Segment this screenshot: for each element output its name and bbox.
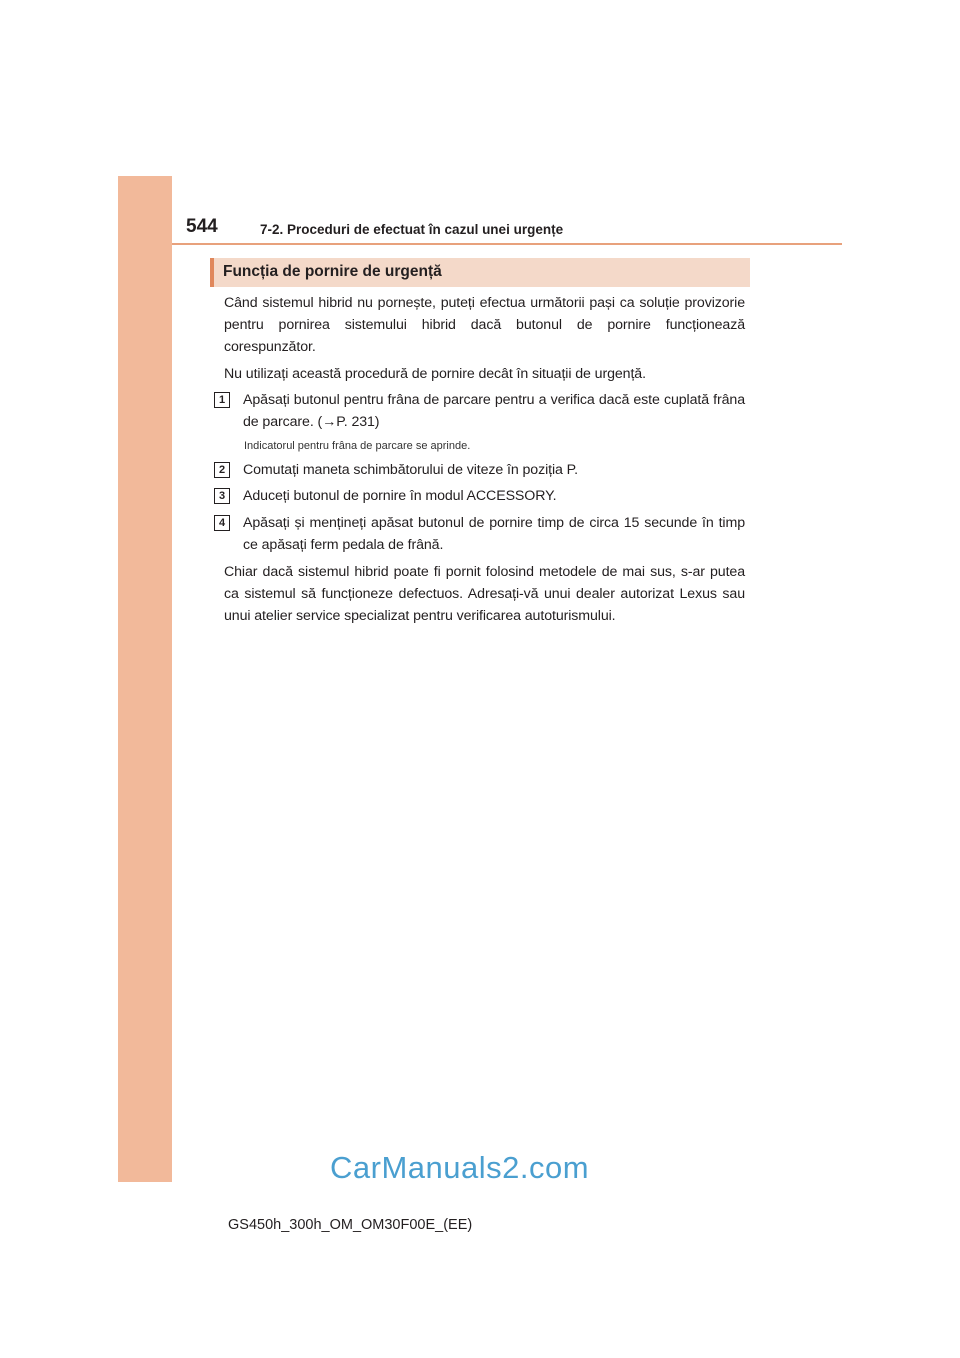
warning-paragraph: Nu utilizați această procedură de pornire decât în situații de urgență. (224, 366, 646, 382)
step-text-2: Comutați maneta schimbătorului de viteze în poziția P. (243, 462, 579, 478)
step-1-note: Indicatorul pentru frâna de parcare se aprinde. (244, 440, 471, 452)
step-number-1: 1 (214, 392, 230, 408)
step-text-3: Aduceți butonul de pornire în modul ACCESSORY. (243, 488, 557, 504)
step-number-4: 4 (214, 515, 230, 531)
page-number: 544 (186, 216, 218, 237)
section-title: 7-2. Proceduri de efectuat în cazul unei urgențe (260, 222, 564, 237)
heading-text: Funcția de pornire de urgență (223, 263, 442, 280)
step-text-4: Apăsați și mențineți apăsat butonul de pornire timp de circa 15 secunde în timp ce apăsați ferm pedala de frână. (243, 515, 745, 553)
closing-paragraph: Chiar dacă sistemul hibrid poate fi pornit folosind metodele de mai sus, s-ar putea ca sistemul să funcționeze defectuos. Adresați-vă unui dealer autorizat Lexus sau unui atelier service specializat pentru verificarea autoturismului. (224, 564, 745, 624)
step-text-1: Apăsați butonul pentru frâna de parcare pentru a verifica dacă este cuplată frâna de parcare. (→P. 231) (243, 392, 745, 430)
footer-code: GS450h_300h_OM_OM30F00E_(EE) (228, 1217, 473, 1233)
header-rule (172, 243, 842, 245)
step-number-3: 3 (214, 488, 230, 504)
section-heading (210, 258, 750, 287)
step-number-2: 2 (214, 462, 230, 478)
heading-accent (210, 258, 214, 287)
side-tab (118, 176, 172, 1182)
watermark: CarManuals2.com (330, 1150, 590, 1185)
intro-paragraph: Când sistemul hibrid nu pornește, puteți efectua următorii pași ca soluție provizorie pentru pornirea sistemului hibrid dacă butonul de pornire funcționează corespunzător. (224, 295, 745, 355)
